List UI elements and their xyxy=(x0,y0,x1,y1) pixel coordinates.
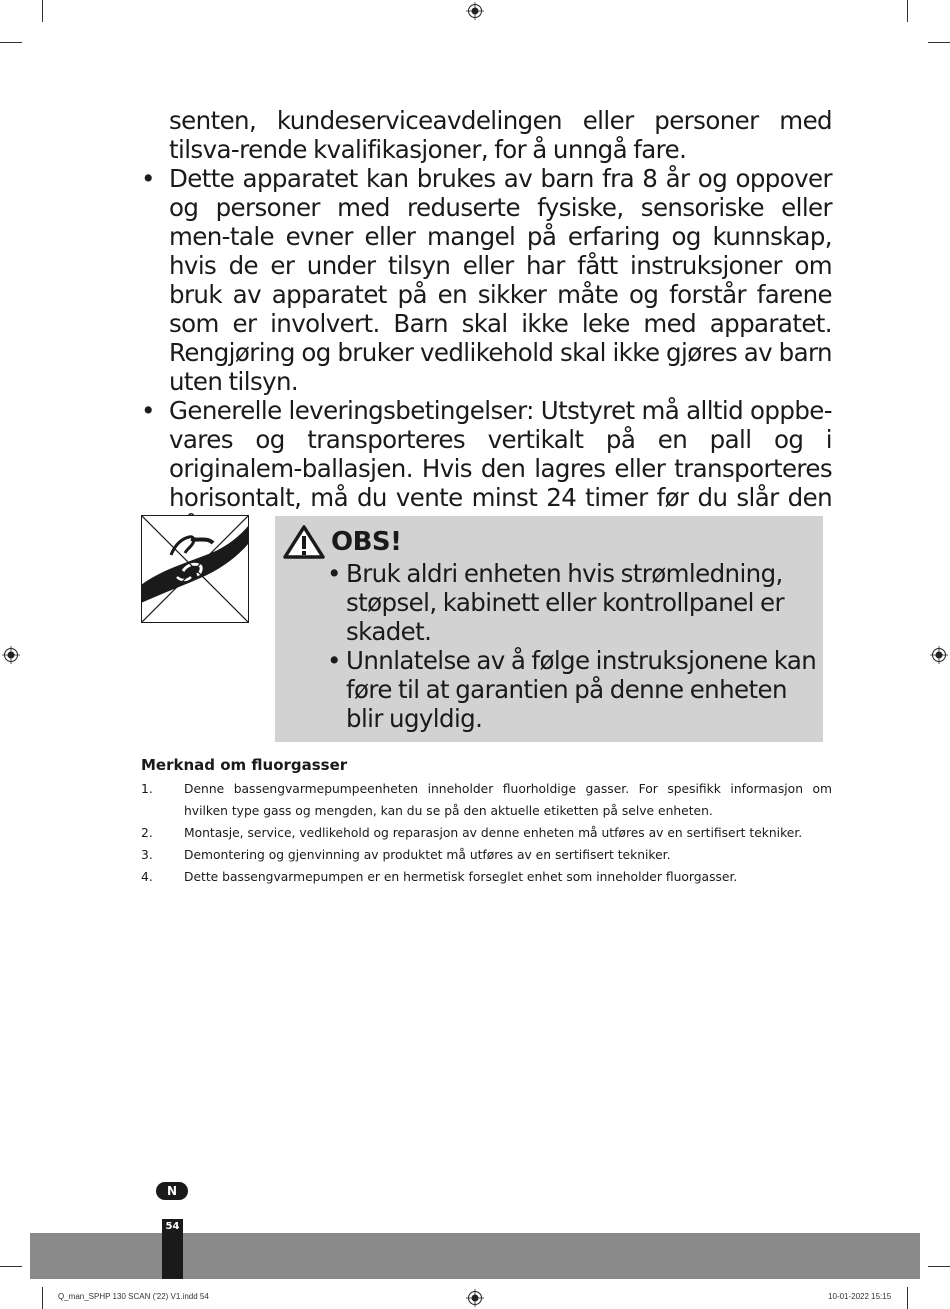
date-slug: 10-01-2022 15:15 xyxy=(828,1292,892,1301)
note-text: Montasje, service, vedlikehold og reparasjon av denne enheten må utføres av en sertifisert tekniker. xyxy=(184,826,803,840)
crop-mark xyxy=(42,1287,43,1309)
continuation-paragraph: senten, kundeserviceavdelingen eller personer med tilsva-rende kvalifikasjoner, for å unngå fare. xyxy=(169,106,832,164)
note-item xyxy=(141,844,832,866)
bullet-symbol: • xyxy=(327,559,341,588)
registration-mark-icon xyxy=(930,646,948,664)
crop-mark xyxy=(0,42,22,43)
bullet-symbol: • xyxy=(141,396,155,425)
warning-triangle-icon xyxy=(283,525,325,559)
warning-list xyxy=(327,559,817,733)
warning-box xyxy=(275,516,823,742)
crop-mark xyxy=(907,1287,908,1309)
no-damaged-cord-icon xyxy=(141,515,249,623)
page-number-tab xyxy=(162,1219,183,1279)
note-text: Dette bassengvarmepumpen er en hermetisk forseglet enhet som inneholder fluorgasser. xyxy=(184,870,738,884)
note-number: 1. xyxy=(141,782,153,796)
note-number: 2. xyxy=(141,826,153,840)
note-number: 4. xyxy=(141,870,153,884)
bullet-symbol: • xyxy=(141,164,155,193)
bullet-text: Dette apparatet kan brukes av barn fra 8 år og oppover og personer med reduserte fysiske, sensoriske eller men-tale evner eller mangel på erfaring og kunnskap, hvis de er under tilsyn eller har fått instruksjoner om bruk av apparatet på en sikker måte og forstår farene som er involvert. Barn skal ikke leke med apparatet. Rengjøring og bruker vedlikehold skal ikke gjøres av barn uten tilsyn. xyxy=(169,164,832,396)
note-item xyxy=(141,778,832,822)
bullet-text: Generelle leveringsbetingelser: Utstyret må alltid oppbe-vares og transporteres vertikalt på en pall og i originalem-ballasjen. Hvis den lagres eller transporteres horisontalt, må du vente minst 24 timer før du slår den xyxy=(169,396,832,512)
note-text: Demontering og gjenvinning av produktet må utføres av en sertifisert tekniker. xyxy=(184,848,671,862)
file-slug: Q_man_SPHP 130 SCAN ('22) V1.indd 54 xyxy=(58,1292,209,1301)
warning-title-text: OBS! xyxy=(331,527,402,557)
safety-instructions xyxy=(141,106,832,541)
crop-mark xyxy=(928,1266,950,1267)
notes-heading: Merknad om fluorgasser xyxy=(141,756,348,774)
registration-mark-icon xyxy=(466,1289,484,1307)
fluorinated-gas-notes xyxy=(141,754,832,888)
registration-mark-icon xyxy=(466,2,484,20)
registration-mark-icon xyxy=(2,646,20,664)
note-item xyxy=(141,822,832,844)
warning-item-text: Bruk aldri enheten hvis strømledning, støpsel, kabinett eller kontrollpanel er skadet. xyxy=(346,559,784,646)
note-text: Denne bassengvarmepumpeenheten inneholder fluorholdige gasser. For spesifikk informasjon om hvilken type gass og mengden, kan du se på den aktuelle etiketten på selve enheten. xyxy=(184,782,832,818)
page-number: 54 xyxy=(165,1221,180,1232)
warning-item xyxy=(327,559,817,646)
crop-mark xyxy=(907,0,908,22)
bullet-item xyxy=(141,164,832,396)
warning-item-text: Unnlatelse av å følge instruksjonene kan føre til at garantien på denne enheten blir ugyldig. xyxy=(346,646,817,733)
warning-item xyxy=(327,646,817,733)
bullet-symbol: • xyxy=(327,646,341,675)
crop-mark xyxy=(0,1266,22,1267)
crop-mark xyxy=(42,0,43,22)
warning-title xyxy=(283,522,402,562)
note-item xyxy=(141,866,832,888)
language-badge: N xyxy=(156,1182,188,1200)
note-number: 3. xyxy=(141,848,153,862)
crop-mark xyxy=(928,42,950,43)
